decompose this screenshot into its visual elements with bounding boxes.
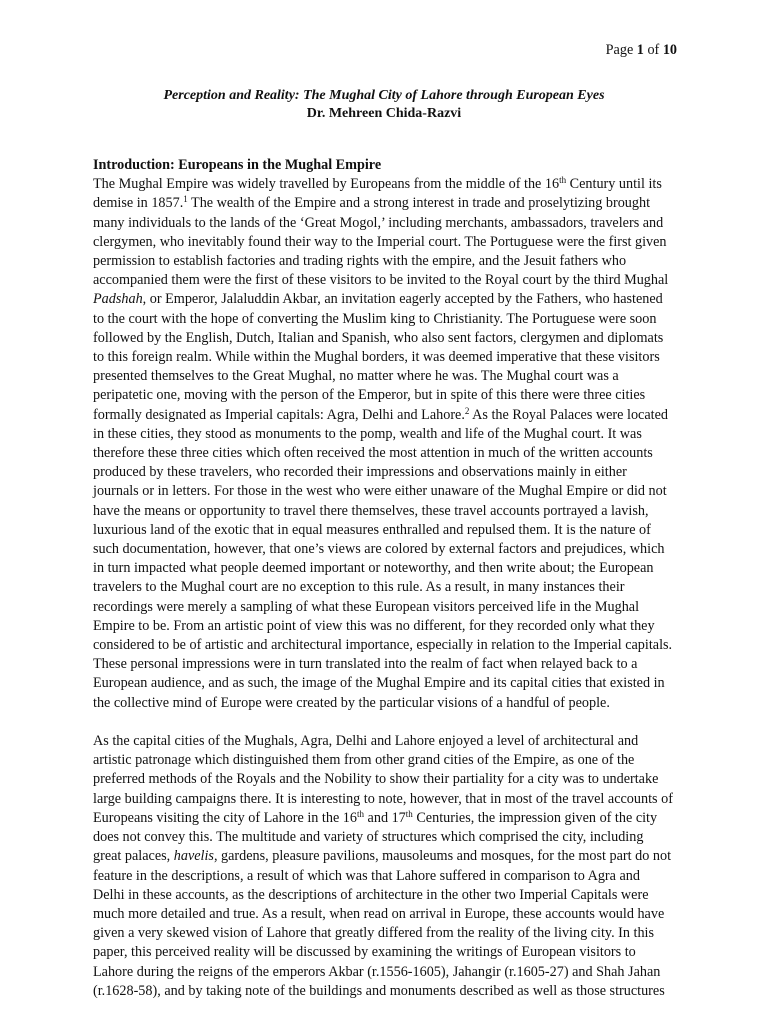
text-line: presented themselves to the Great Mughal, no matter where he was. The Mughal court was a (93, 368, 619, 385)
text-line: such documentation, however, that one’s views are colored by external factors and prejudices, which (93, 541, 665, 558)
text-line: great palaces, havelis, gardens, pleasure pavilions, mausoleums and mosques, for the most part do not (93, 848, 672, 865)
text-line: accompanied them were the first of these visitors to be invited to the Royal court by the third Mughal (93, 272, 669, 289)
text-line: Lahore during the reigns of the emperors Akbar (r.1556-1605), Jahangir (r.1605-27) and Shah Jahan (93, 963, 661, 980)
text-line: peripatetic one, moving with the person of the Emperor, but in spite of this there were three cities (93, 387, 646, 404)
text-line: The Mughal Empire was widely travelled by Europeans from the middle of the 16th Century until its (93, 175, 662, 193)
page-number: Page 1 of 10 (605, 42, 677, 58)
text-line: clergymen, who inevitably found their way to the Imperial court. The Portuguese were the first given (93, 233, 667, 250)
text-line: These personal impressions were in turn translated into the realm of fact when relayed back to a (93, 656, 638, 673)
paragraph-1 (93, 175, 683, 713)
text-line: to the court with the hope of converting the Muslim king to Christianity. The Portuguese were soon (93, 310, 657, 327)
text-line: does not convey this. The multitude and variety of structures which comprised the city, including (93, 829, 644, 846)
text-line: formally designated as Imperial capitals: Agra, Delhi and Lahore.$^2$ As the Royal Palaces were located (93, 405, 668, 423)
text-line: Padshah, or Emperor, Jalaluddin Akbar, an invitation eagerly accepted by the Fathers, who hastened (93, 291, 663, 308)
text-line: given a very skewed vision of Lahore that greatly differed from the reality of the living city. In this (93, 925, 655, 942)
text-line: Empire to be. From an artistic point of view this was no different, for they recorded only what they (93, 617, 655, 634)
text-line: journals or in letters. For those in the west who were either unaware of the Mughal Empire or did not (93, 483, 667, 500)
paragraph-spacer (93, 713, 683, 732)
text-line: much more detailed and true. As a result, when read on arrival in Europe, these accounts would have (93, 905, 665, 922)
text-line: demise in 1857.$^1$ The wealth of the Empire and a strong interest in trade and proselytizing brought (93, 194, 651, 212)
text-line: produced by these travelers, who recorded their impressions and observations mainly in either (93, 464, 627, 481)
footnote-ref: 1 (183, 194, 188, 205)
text-line: many individuals to the lands of the ‘Great Mogol,’ including merchants, ambassadors, travelers and (93, 214, 664, 231)
text-line: the collective mind of Europe were created by the particular visions of a handful of people. (93, 694, 610, 711)
text-line: luxurious land of the exotic that in equal measures enthralled and repulsed them. It is the nature of (93, 521, 651, 538)
text-line: therefore these three cities which often received the most attention in much of the written accounts (93, 445, 653, 462)
text-line: large building campaigns there. It is interesting to note, however, that in most of the travel accounts of (93, 790, 673, 807)
text-line: in these cities, they stood as monuments to the pomp, wealth and life of the Mughal court. It was (93, 425, 642, 442)
text-line: (r.1628-58), and by taking note of the buildings and monuments described as well as those structures (93, 982, 665, 999)
text-line: European audience, and as such, the image of the Mughal Empire and its capital cities that existed in (93, 675, 665, 692)
text-line: have the means or opportunity to travel there themselves, these travel accounts portrayed a lavish, (93, 502, 649, 519)
paper-author: Dr. Mehreen Chida-Razvi (306, 106, 462, 121)
text-line: Delhi in these accounts, as the descriptions of architecture in the other two Imperial Capitals were (93, 886, 649, 903)
text-line: travelers to the Mughal court are no exception to this rule. As a result, in many instances their (93, 579, 625, 596)
text-line: to this foreign realm. While within the Mughal borders, it was deemed imperative that these visitors (93, 349, 660, 366)
text-line: paper, this perceived reality will be discussed by examining the writings of European visitors to (93, 944, 636, 961)
document-body (93, 156, 683, 1001)
text-line: As the capital cities of the Mughals, Agra, Delhi and Lahore enjoyed a level of architectural and (93, 733, 639, 750)
paper-title: Perception and Reality: The Mughal City of Lahore through European Eyes (163, 88, 605, 103)
footnote-ref: 2 (464, 405, 470, 416)
text-line: followed by the English, Dutch, Italian and Spanish, who also sent factors, clergymen and diplomats (93, 329, 664, 346)
text-line: artistic patronage which distinguished them from other grand cities of the Empire, as one of the (93, 752, 635, 769)
text-line: preferred methods of the Royals and the Nobility to show their partiality for a city was to undertake (93, 771, 659, 788)
text-line: permission to establish factories and trading rights with the empire, and the Jesuit fathers who (93, 253, 627, 270)
text-line: feature in the descriptions, a result of which was that Lahore suffered in comparison to Agra and (93, 867, 640, 884)
text-line: recordings were merely a sampling of what these European visitors perceived life in the Mughal (93, 598, 640, 615)
paragraph-2 (93, 732, 683, 1001)
section-heading: Introduction: Europeans in the Mughal Empire (93, 157, 382, 173)
text-line: Europeans visiting the city of Lahore in the 16th and 17th Centuries, the impression given of the city (93, 808, 658, 826)
text-line: in turn impacted what people deemed important or noteworthy, and then write about; the European (93, 560, 654, 577)
text-line: considered to be of artistic and architectural importance, especially in relation to the Imperial capitals. (93, 637, 673, 654)
